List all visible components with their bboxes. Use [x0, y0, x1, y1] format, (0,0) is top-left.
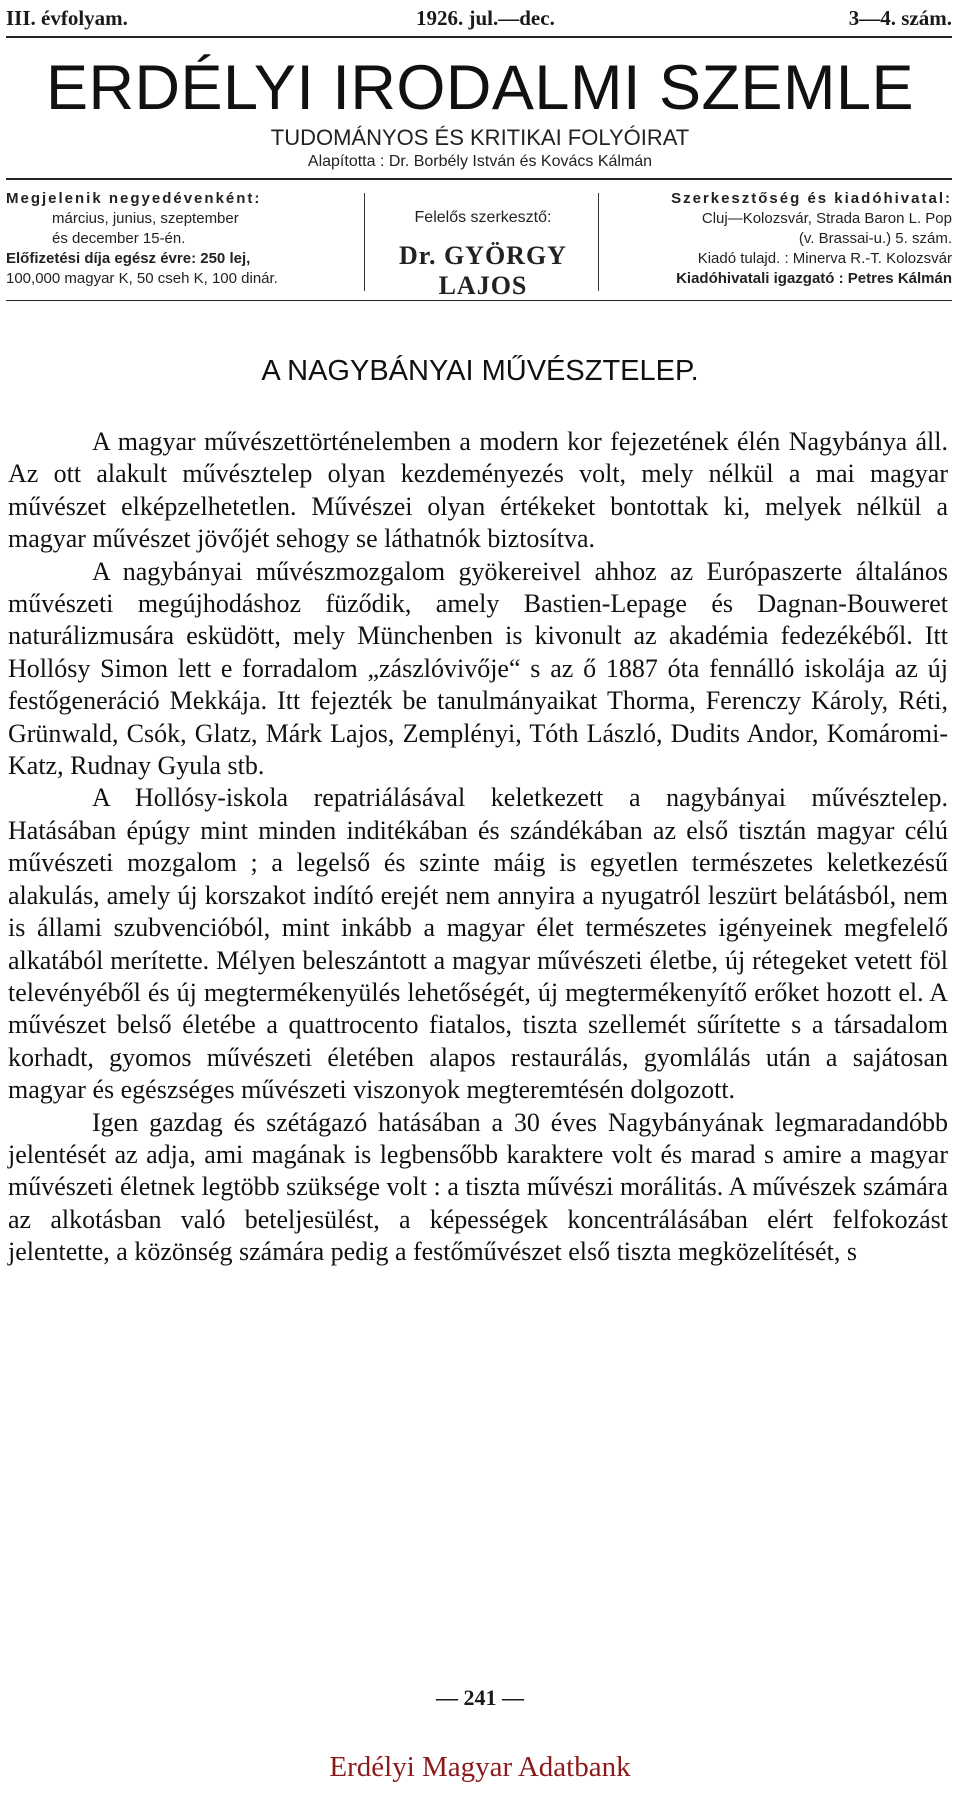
- journal-title: ERDÉLYI IRODALMI SZEMLE: [45, 53, 915, 123]
- paragraph: Igen gazdag és szétágazó hatásában a 30 éves Nagybányának legmaradandóbb jelentését az adja, ami magának is legbensőbb karaktere volt és marad s amire a magyar művészeti életnek legtöbb szüksége volt : a tiszta művészi morálitás. A művészek számára az alkotásban való beteljesülést, a képességek koncentrálásában elért felfokozást jelentette, a közönség számára pedig a festőművészet első tiszta megközelítését, s: [8, 1107, 948, 1267]
- office-line: Szerkesztőség és kiadóhivatal:: [671, 190, 952, 207]
- article-title: A NAGYBÁNYAI MŰVÉSZTELEP.: [261, 355, 699, 387]
- masthead-divider: [598, 193, 599, 291]
- publication-line: Megjelenik negyedévenként:: [6, 190, 262, 207]
- journal-subtitle: TUDOMÁNYOS ÉS KRITIKAI FOLYÓIRAT: [270, 125, 690, 150]
- office-line: Cluj—Kolozsvár, Strada Baron L. Pop: [701, 210, 952, 227]
- publication-line: 100,000 magyar K, 50 cseh K, 100 dinár.: [6, 270, 278, 287]
- page-number: — 241 —: [436, 1685, 524, 1710]
- editor-label: Felelős szerkesztő:: [414, 209, 552, 226]
- masthead: [6, 189, 952, 300]
- issue-header: [6, 6, 952, 32]
- editor-info: [372, 189, 594, 301]
- publication-info: [6, 189, 358, 289]
- paragraph: A Hollósy-iskola repatriálásával keletkezett a nagybányai művésztelep. Hatásában épúgy mint minden inditékában és szándékában az első tisztán magyar célú művészeti mozgalom ; a legelső és szinte máig is egyetlen természetes keletkezésű alakulás, amely új korszakot indító erejét nem annyira a nyugatról leszürt belátásból, nem is állami szubvencióból, mint inkább a magyar élet természetes igényeinek megfelelő alkatából merítette. Mélyen beleszántott a magyar művészeti életbe, új rétegeket vetett föl televényéből és új megtermékenyülés lehetőségét, új megtermékenyítő erőket hozott el. A művészet belső életébe a quattrocento fiatalos, tiszta szellemét sűrítette s a társadalom korhadt, gyomos művészeti életében alapos restaurálás, gyomlálás után a sajátosan magyar és egészséges művészeti viszonyok megteremtésén dolgozott.: [8, 783, 948, 1105]
- source-watermark: Erdélyi Magyar Adatbank: [329, 1751, 631, 1783]
- office-line: Kiadó tulajd. : Minerva R.-T. Kolozsvár: [697, 250, 952, 267]
- office-info: [600, 189, 952, 289]
- volume-label: III. évfolyam.: [6, 6, 128, 30]
- office-line: (v. Brassai-u.) 5. szám.: [798, 230, 952, 247]
- publication-line: március, junius, szeptember: [52, 210, 239, 227]
- office-line: Kiadóhivatali igazgató : Petres Kálmán: [676, 270, 952, 287]
- paragraph: A magyar művészettörténelemben a modern kor fejezetének élén Nagybánya áll. Az ott alakult művésztelep olyan kezdeményezés volt, mely nélkül a mai magyar művészet elképzelhetetlen. Művészei olyan értékeket bontottak ki, melyek nélkül a magyar művészet jövőjét sehogy se láthatnók biztosítva.: [8, 427, 948, 554]
- masthead-top-rule: [6, 178, 952, 180]
- issue-number: 3—4. szám.: [848, 6, 952, 30]
- masthead-divider: [364, 193, 365, 291]
- header-rule: [6, 36, 952, 38]
- date-range: 1926. jul.—dec.: [416, 6, 555, 30]
- masthead-bottom-rule: [6, 300, 952, 301]
- journal-founders: Alapította : Dr. Borbély István és Kovács Kálmán: [307, 153, 653, 170]
- article-body: [8, 426, 948, 1269]
- editor-name: Dr. GYÖRGY LAJOS: [399, 241, 567, 300]
- publication-line: és december 15-én.: [52, 230, 186, 247]
- publication-line: Előfizetési díja egész évre: 250 lej,: [6, 250, 251, 267]
- paragraph: A nagybányai művészmozgalom gyökereivel ahhoz az Európaszerte általános művészeti megújhodáshoz füződik, amely Bastien-Lepage és Dagnan-Bouweret naturálizmusára esküdött, mely Münchenben is kivonult az akadémia fedezékéből. Itt Hollósy Simon lett e forradalom „zászlóvivője“ s az ő 1887 óta fennálló iskolája az új festőgeneráció Mekkája. Itt fejezték be tanulmányaikat Thorma, Ferenczy Károly, Réti, Grünwald, Csók, Glatz, Márk Lajos, Zemplényi, Tóth László, Dudits Andor, Komáromi-Katz, Rudnay Gyula stb.: [8, 556, 948, 781]
